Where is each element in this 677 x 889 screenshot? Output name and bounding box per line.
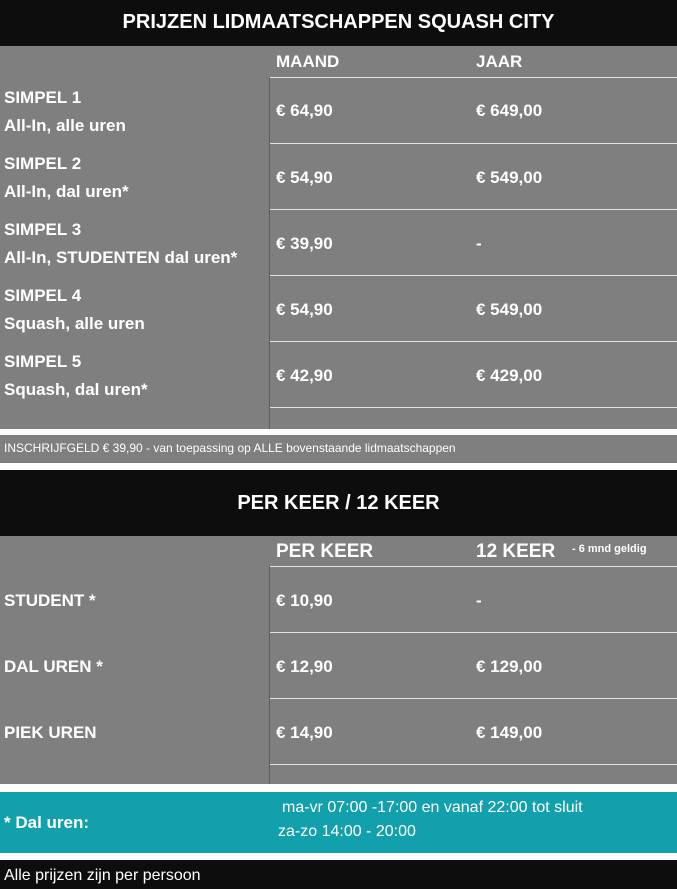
column-header-year: JAAR bbox=[476, 52, 523, 71]
footer-note: Alle prijzen zijn per persoon bbox=[4, 867, 201, 884]
membership-table bbox=[0, 46, 677, 429]
row-divider bbox=[270, 698, 677, 699]
plan-name: SIMPEL 3 bbox=[4, 220, 82, 239]
price-month: € 42,90 bbox=[276, 366, 333, 385]
row-divider bbox=[270, 275, 677, 276]
plan-name: SIMPEL 5 bbox=[4, 352, 82, 371]
row-divider bbox=[270, 632, 677, 633]
plan-description: All-In, STUDENTEN dal uren* bbox=[4, 248, 238, 267]
price-year: € 649,00 bbox=[476, 101, 543, 120]
off-peak-weekend: za-zo 14:00 - 20:00 bbox=[278, 823, 416, 840]
row-divider bbox=[270, 143, 677, 144]
column-divider bbox=[269, 566, 270, 784]
row-divider bbox=[270, 566, 677, 567]
row-divider bbox=[270, 209, 677, 210]
plan-name: SIMPEL 1 bbox=[4, 88, 82, 107]
price-single: € 12,90 bbox=[276, 657, 333, 676]
off-peak-label: * Dal uren: bbox=[4, 813, 90, 832]
ticket-type: DAL UREN * bbox=[4, 657, 103, 676]
price-twelve: € 149,00 bbox=[476, 723, 543, 742]
validity-note: - 6 mnd geldig bbox=[572, 543, 647, 555]
price-year: € 549,00 bbox=[476, 300, 543, 319]
price-year: - bbox=[476, 234, 482, 253]
column-header-twelve: 12 KEER bbox=[476, 541, 556, 562]
column-header-single: PER KEER bbox=[276, 541, 374, 562]
plan-description: Squash, dal uren* bbox=[4, 380, 148, 399]
price-month: € 54,90 bbox=[276, 300, 333, 319]
row-divider bbox=[270, 407, 677, 408]
off-peak-weekdays: ma-vr 07:00 -17:00 en vanaf 22:00 tot sluit bbox=[282, 799, 583, 816]
plan-name: SIMPEL 4 bbox=[4, 286, 82, 305]
price-single: € 14,90 bbox=[276, 723, 333, 742]
row-divider bbox=[270, 77, 677, 78]
price-month: € 64,90 bbox=[276, 101, 333, 120]
plan-description: All-In, alle uren bbox=[4, 116, 126, 135]
per-visit-title: PER KEER / 12 KEER bbox=[237, 492, 440, 514]
row-divider bbox=[270, 341, 677, 342]
price-year: € 429,00 bbox=[476, 366, 543, 385]
price-single: € 10,90 bbox=[276, 591, 333, 610]
row-divider bbox=[270, 764, 677, 765]
registration-fee-note: INSCHRIJFGELD € 39,90 - van toepassing op ALLE bovenstaande lidmaatschappen bbox=[4, 441, 456, 455]
plan-description: Squash, alle uren bbox=[4, 314, 145, 333]
price-twelve: - bbox=[476, 591, 482, 610]
plan-description: All-In, dal uren* bbox=[4, 182, 129, 201]
ticket-type: PIEK UREN bbox=[4, 723, 97, 742]
price-month: € 54,90 bbox=[276, 168, 333, 187]
column-header-month: MAAND bbox=[276, 52, 340, 71]
column-divider bbox=[269, 78, 270, 429]
plan-name: SIMPEL 2 bbox=[4, 154, 82, 173]
price-twelve: € 129,00 bbox=[476, 657, 543, 676]
membership-title: PRIJZEN LIDMAATSCHAPPEN SQUASH CITY bbox=[122, 11, 555, 33]
ticket-type: STUDENT * bbox=[4, 591, 96, 610]
price-month: € 39,90 bbox=[276, 234, 333, 253]
price-year: € 549,00 bbox=[476, 168, 543, 187]
